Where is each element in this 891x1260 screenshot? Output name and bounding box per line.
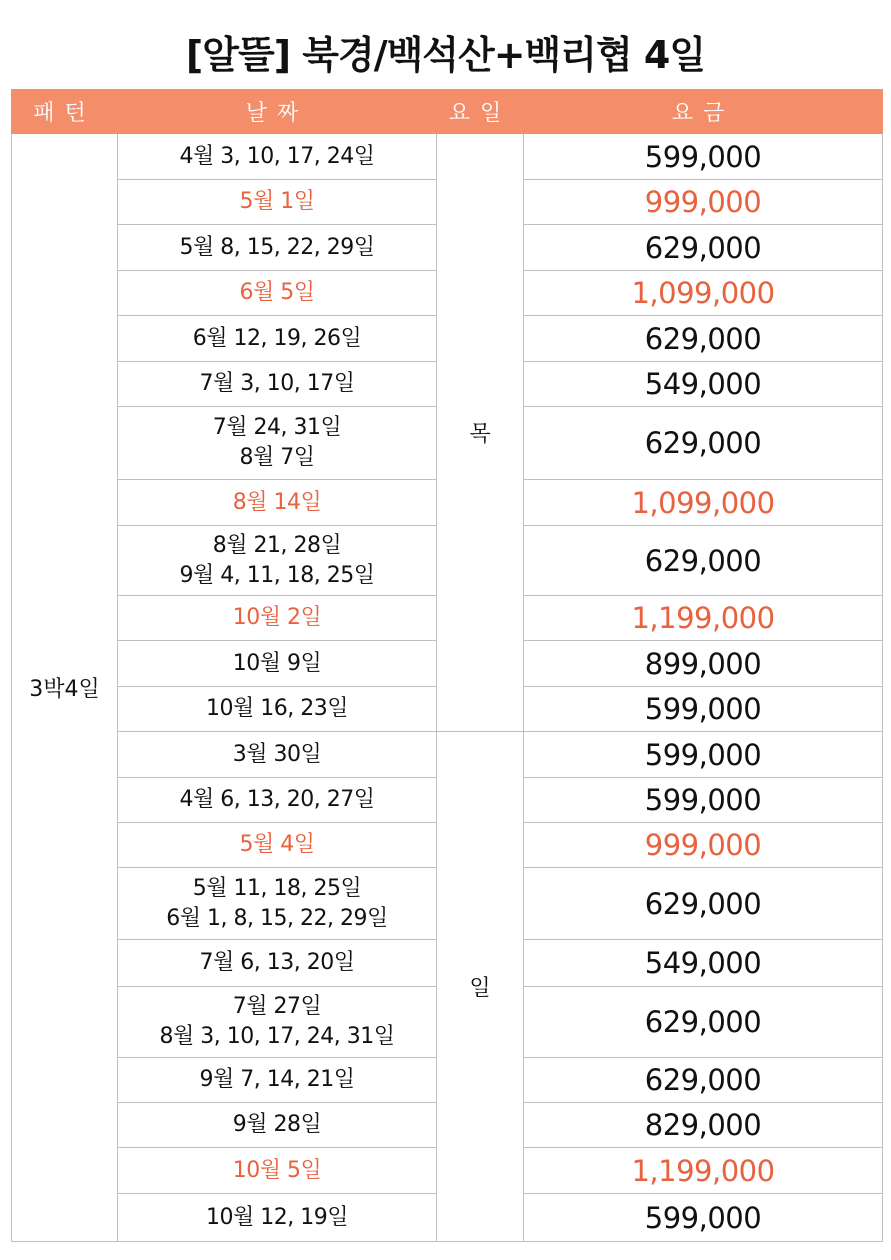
date-line: 7월 24, 31일 bbox=[212, 415, 342, 440]
date-cell bbox=[118, 987, 437, 1058]
date-cell bbox=[118, 641, 437, 687]
date-line: 7월 27일 bbox=[232, 994, 322, 1019]
price-cell: 629,000 bbox=[524, 868, 883, 940]
header-date: 날짜 bbox=[118, 90, 437, 134]
date-cell bbox=[118, 180, 437, 225]
date-cell bbox=[118, 687, 437, 732]
price-cell: 1,199,000 bbox=[524, 1148, 883, 1194]
date-cell bbox=[118, 778, 437, 823]
price-cell: 629,000 bbox=[524, 987, 883, 1058]
date-cell bbox=[118, 225, 437, 271]
price-cell: 629,000 bbox=[524, 316, 883, 362]
price-cell: 629,000 bbox=[524, 407, 883, 480]
date-line: 5월 1일 bbox=[239, 189, 315, 214]
page-title: [알뜰] 북경/백석산+백리협 4일 bbox=[185, 33, 706, 77]
date-line: 4월 6, 13, 20, 27일 bbox=[179, 787, 375, 812]
date-cell bbox=[118, 1103, 437, 1148]
date-line: 5월 8, 15, 22, 29일 bbox=[179, 234, 375, 260]
date-line: 7월 3, 10, 17일 bbox=[199, 371, 355, 396]
date-cell bbox=[118, 596, 437, 641]
date-line: 10월 2일 bbox=[232, 605, 322, 630]
price-cell: 629,000 bbox=[524, 225, 883, 271]
header-day: 요일 bbox=[437, 90, 524, 134]
date-line: 10월 5일 bbox=[232, 1157, 322, 1183]
date-line: 8월 21, 28일 bbox=[212, 532, 342, 558]
date-line: 9월 7, 14, 21일 bbox=[199, 1067, 355, 1092]
date-cell bbox=[118, 868, 437, 940]
price-cell: 999,000 bbox=[524, 180, 883, 225]
date-line: 6월 1, 8, 15, 22, 29일 bbox=[166, 905, 388, 931]
date-line: 8월 3, 10, 17, 24, 31일 bbox=[159, 1024, 395, 1049]
date-cell bbox=[118, 480, 437, 526]
date-line: 8월 7일 bbox=[239, 445, 315, 470]
table-header-row bbox=[12, 90, 883, 134]
header-price: 요금 bbox=[524, 90, 883, 134]
date-line: 6월 5일 bbox=[239, 280, 315, 305]
price-table bbox=[11, 89, 883, 1242]
price-cell: 549,000 bbox=[524, 940, 883, 987]
date-cell bbox=[118, 1194, 437, 1242]
date-cell bbox=[118, 526, 437, 596]
date-line: 6월 12, 19, 26일 bbox=[192, 325, 362, 351]
price-cell: 829,000 bbox=[524, 1103, 883, 1148]
date-line: 4월 3, 10, 17, 24일 bbox=[179, 143, 375, 169]
date-cell bbox=[118, 940, 437, 987]
price-cell: 999,000 bbox=[524, 823, 883, 868]
date-line: 10월 12, 19일 bbox=[206, 1204, 348, 1230]
pattern-cell: 3박4일 bbox=[12, 134, 118, 1242]
date-cell bbox=[118, 1148, 437, 1194]
day-cell-thu: 목 bbox=[437, 134, 524, 732]
price-cell: 1,199,000 bbox=[524, 596, 883, 641]
price-cell: 599,000 bbox=[524, 732, 883, 778]
date-cell bbox=[118, 316, 437, 362]
price-cell: 599,000 bbox=[524, 687, 883, 732]
date-cell bbox=[118, 732, 437, 778]
price-cell: 1,099,000 bbox=[524, 271, 883, 316]
date-line: 10월 16, 23일 bbox=[206, 696, 348, 721]
date-line: 5월 11, 18, 25일 bbox=[192, 875, 362, 901]
date-line: 8월 14일 bbox=[232, 489, 322, 515]
date-cell bbox=[118, 823, 437, 868]
date-cell bbox=[118, 134, 437, 180]
price-cell: 629,000 bbox=[524, 526, 883, 596]
date-line: 9월 28일 bbox=[232, 1112, 322, 1137]
date-line: 3월 30일 bbox=[232, 741, 322, 767]
date-cell bbox=[118, 362, 437, 407]
price-cell: 599,000 bbox=[524, 134, 883, 180]
date-cell bbox=[118, 1058, 437, 1103]
price-cell: 599,000 bbox=[524, 778, 883, 823]
date-line: 5월 4일 bbox=[239, 832, 315, 857]
price-cell: 549,000 bbox=[524, 362, 883, 407]
date-line: 9월 4, 11, 18, 25일 bbox=[179, 562, 375, 588]
price-cell: 629,000 bbox=[524, 1058, 883, 1103]
date-cell bbox=[118, 407, 437, 480]
date-line: 7월 6, 13, 20일 bbox=[199, 950, 355, 975]
day-cell-sun: 일 bbox=[437, 732, 524, 1242]
date-cell bbox=[118, 271, 437, 316]
table-row bbox=[12, 732, 883, 778]
price-cell: 899,000 bbox=[524, 641, 883, 687]
price-cell: 1,099,000 bbox=[524, 480, 883, 526]
table-row bbox=[12, 134, 883, 180]
price-cell: 599,000 bbox=[524, 1194, 883, 1242]
table-body bbox=[12, 134, 883, 1242]
date-line: 10월 9일 bbox=[232, 650, 322, 676]
header-pattern: 패턴 bbox=[12, 90, 118, 134]
